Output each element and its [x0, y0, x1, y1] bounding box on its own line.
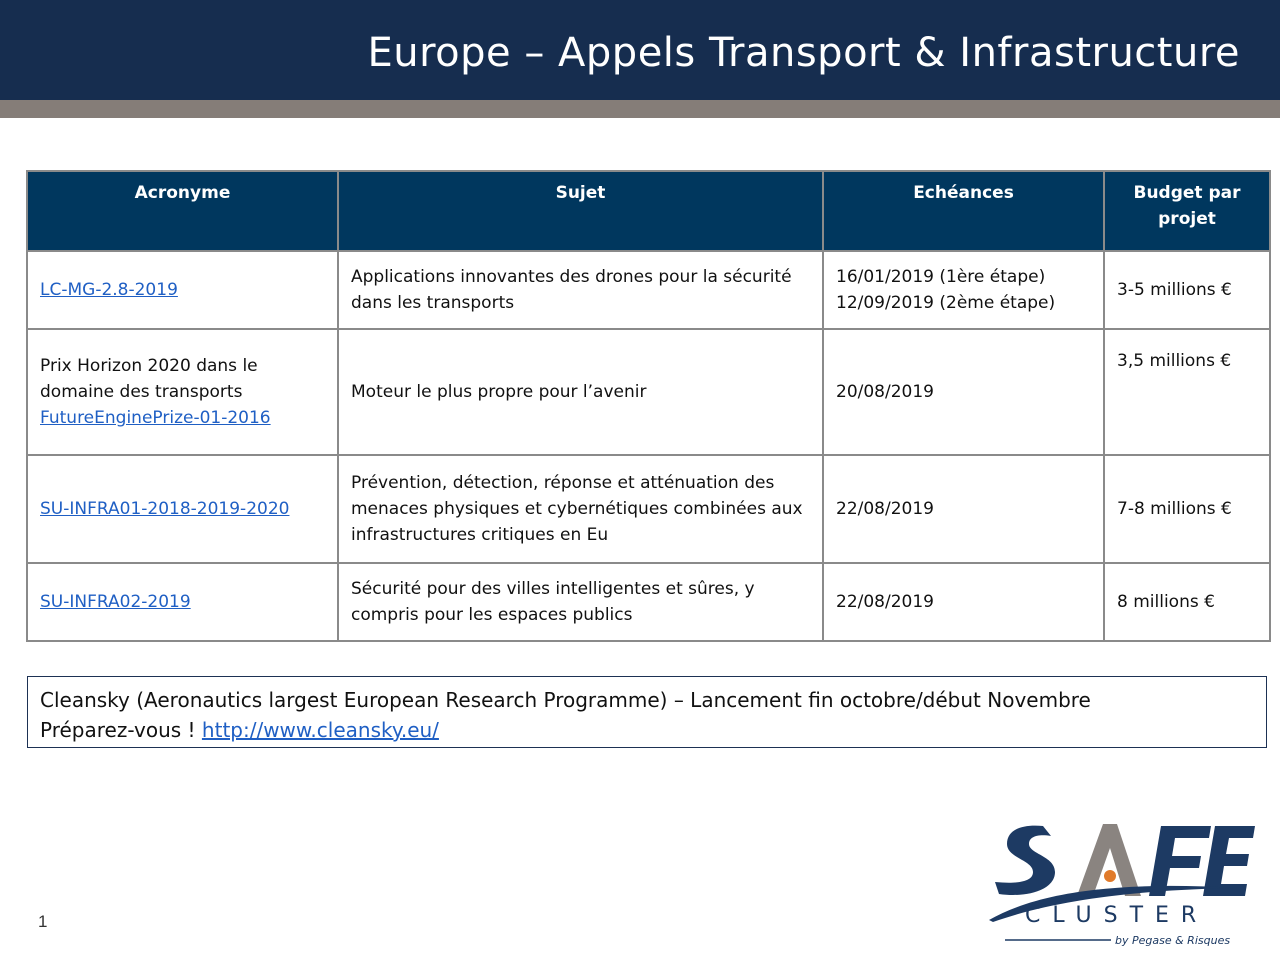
table-row	[27, 329, 1270, 455]
subject-cell: Sécurité pour des villes intelligentes et sûres, y compris pour les espaces publics	[338, 563, 823, 641]
budget-cell: 3,5 millions €	[1104, 329, 1270, 455]
table-header-row	[27, 171, 1270, 251]
budget-cell: 7-8 millions €	[1104, 455, 1270, 563]
acronym-link[interactable]: LC-MG-2.8-2019	[40, 280, 178, 300]
table-row	[27, 563, 1270, 641]
logo-cluster-text: CLUSTER	[1025, 903, 1209, 928]
acronym-text: Prix Horizon 2020 dans le	[40, 356, 258, 376]
subject-cell: Prévention, détection, réponse et atténuation des menaces physiques et cybernétiques combinées aux infrastructures critiques en Eu	[338, 455, 823, 563]
deadline-cell: 20/08/2019	[823, 329, 1104, 455]
acronym-text: domaine des transports	[40, 382, 243, 402]
deadline-cell	[823, 251, 1104, 329]
column-header-deadlines: Echéances	[823, 171, 1104, 251]
acronym-cell	[27, 563, 338, 641]
safe-cluster-logo	[985, 818, 1255, 950]
deadline-line: 16/01/2019 (1ère étape)	[836, 267, 1046, 287]
cleansky-note	[27, 676, 1267, 748]
budget-cell: 8 millions €	[1104, 563, 1270, 641]
acronym-cell	[27, 251, 338, 329]
acronym-cell	[27, 329, 338, 455]
logo-tagline: by Pegase & Risques	[1115, 934, 1231, 947]
table-row	[27, 455, 1270, 563]
table-row	[27, 251, 1270, 329]
header-bar	[0, 0, 1280, 100]
subject-cell: Moteur le plus propre pour l’avenir	[338, 329, 823, 455]
page-number: 1	[38, 912, 48, 931]
calls-table	[26, 170, 1271, 642]
deadline-cell: 22/08/2019	[823, 563, 1104, 641]
acronym-link[interactable]: FutureEnginePrize-01-2016	[40, 408, 271, 428]
note-line: Cleansky (Aeronautics largest European Research Programme) – Lancement fin octobre/début Novembre	[40, 688, 1091, 712]
column-header-acronym: Acronyme	[27, 171, 338, 251]
note-prefix: Préparez-vous !	[40, 718, 202, 742]
cleansky-link[interactable]: http://www.cleansky.eu/	[201, 718, 439, 742]
column-header-subject: Sujet	[338, 171, 823, 251]
acronym-link[interactable]: SU-INFRA02-2019	[40, 592, 191, 612]
note-line	[40, 715, 1254, 745]
acronym-link[interactable]: SU-INFRA01-2018-2019-2020	[40, 499, 290, 519]
budget-cell: 3-5 millions €	[1104, 251, 1270, 329]
page-title: Europe – Appels Transport & Infrastructure	[367, 30, 1240, 76]
subject-cell: Applications innovantes des drones pour la sécurité dans les transports	[338, 251, 823, 329]
deadline-line: 12/09/2019 (2ème étape)	[836, 293, 1056, 313]
acronym-cell	[27, 455, 338, 563]
deadline-cell: 22/08/2019	[823, 455, 1104, 563]
header-stripe	[0, 100, 1280, 118]
column-header-budget: Budget par projet	[1104, 171, 1270, 251]
